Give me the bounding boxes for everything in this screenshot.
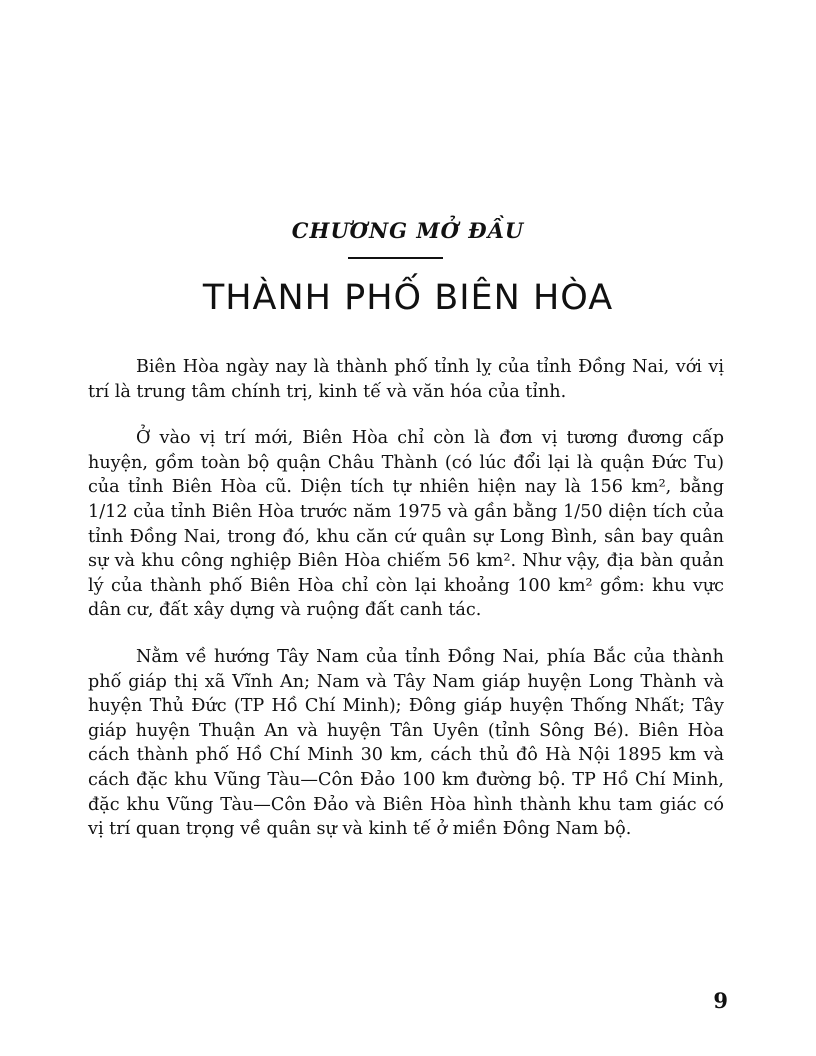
chapter-label: CHƯƠNG MỞ ĐẦU — [291, 218, 525, 243]
paragraph-2: Ở vào vị trí mới, Biên Hòa chỉ còn là đơn vị tương đương cấp huyện, gồm toàn bộ quận Châu Thành (có lúc đổi lại là quận Đức Tu) của tỉnh Biên Hòa cũ. Diện tích tự nhiên hiện nay là 156 km², bằng 1/12 của tỉnh Biên Hòa trước năm 1975 và gần bằng 1/50 diện tích của tỉnh Đồng Nai, trong đó, khu căn cứ quân sự Long Bình, sân bay quân sự và khu công nghiệp Biên Hòa chiếm 56 km². Như vậy, địa bàn quản lý của thành phố Biên Hòa chỉ còn lại khoảng 100 km² gồm: khu vực dân cư, đất xây dựng và ruộng đất canh tác. — [88, 428, 724, 621]
page-title: THÀNH PHỐ BIÊN HÒA — [202, 278, 614, 318]
chapter-underline — [348, 257, 443, 259]
paragraph-3: Nằm về hướng Tây Nam của tỉnh Đồng Nai, phía Bắc của thành phố giáp thị xã Vĩnh An; Nam và Tây Nam giáp huyện Long Thành và huyện Thủ Đức (TP Hồ Chí Minh); Đông giáp huyện Thống Nhất; Tây giáp huyện Thuận An và huyện Tân Uyên (tỉnh Sông Bé). Biên Hòa cách thành phố Hồ Chí Minh 30 km, cách thủ đô Hà Nội 1895 km và cách đặc khu Vũng Tàu—Côn Đảo 100 km đường bộ. TP Hồ Chí Minh, đặc khu Vũng Tàu—Côn Đảo và Biên Hòa hình thành khu tam giác có vị trí quan trọng về quân sự và kinh tế ở miền Đông Nam bộ. — [88, 646, 724, 840]
body-text — [88, 355, 724, 864]
page-number: 9 — [713, 988, 728, 1013]
paragraph-1: Biên Hòa ngày nay là thành phố tỉnh lỵ của tỉnh Đồng Nai, với vị trí là trung tâm chính trị, kinh tế và văn hóa của tỉnh. — [88, 357, 724, 402]
